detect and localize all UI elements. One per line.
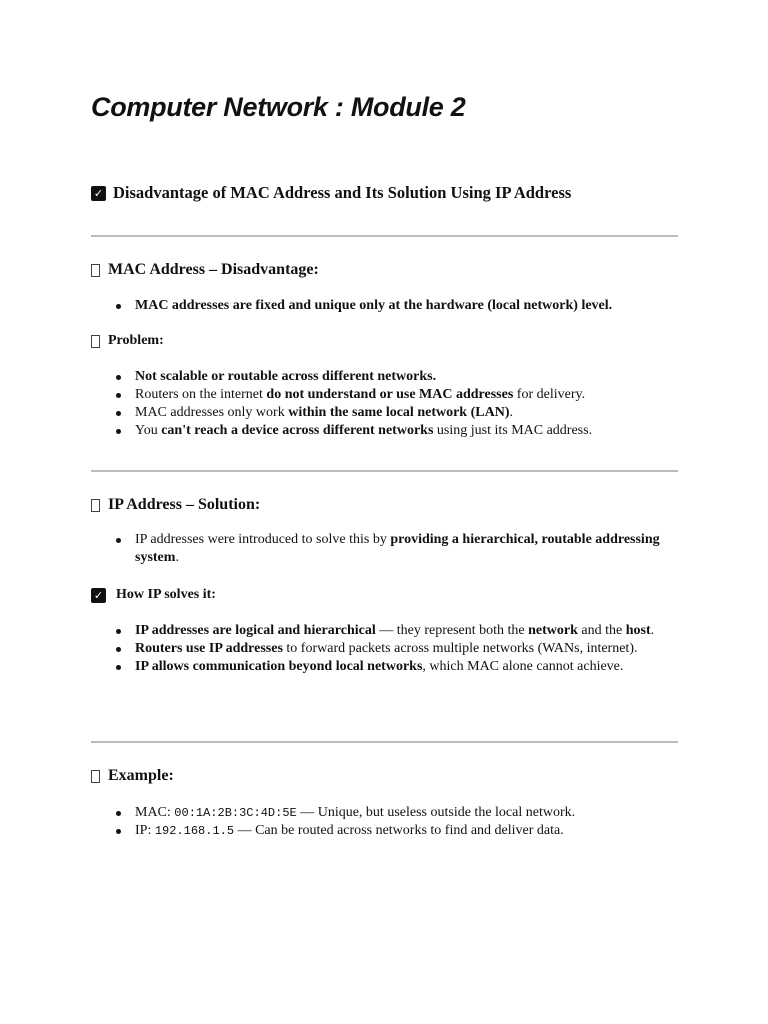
example-heading: [91, 767, 174, 785]
how-text-bold: IP allows communication beyond local networks: [135, 659, 423, 674]
problem-text: Routers on the internet: [135, 387, 267, 402]
how-text: .: [650, 623, 655, 638]
list-item: [113, 531, 673, 567]
divider: [91, 470, 678, 472]
missing-glyph-box-icon: [91, 264, 100, 277]
problem-text-bold: within the same local network (LAN): [288, 405, 510, 420]
missing-glyph-box-icon: [91, 770, 100, 783]
how-ip-heading: [91, 587, 216, 603]
problem-text-bold: Not scalable or routable across different networks.: [135, 369, 437, 384]
ip-address-code: 192.168.1.5: [154, 824, 235, 838]
mac-heading: [91, 261, 319, 279]
example-text: — Unique, but useless outside the local network.: [296, 805, 576, 820]
example-list: [113, 804, 673, 840]
list-item: [113, 404, 673, 422]
ip-heading-text: IP Address – Solution:: [108, 496, 261, 513]
how-text: , which MAC alone cannot achieve.: [422, 659, 624, 674]
problem-text-bold: do not understand or use MAC addresses: [266, 387, 514, 402]
list-item: [113, 822, 673, 840]
missing-glyph-box-icon: [91, 499, 100, 512]
example-heading-text: Example:: [108, 767, 174, 784]
how-text-bold: host: [625, 623, 651, 638]
list-item: [113, 804, 673, 822]
how-text-bold: IP addresses are logical and hierarchical: [135, 623, 376, 638]
mac-bullet-text: MAC addresses are fixed and unique only at the hardware (local network) level.: [135, 298, 613, 313]
how-text-bold: Routers use IP addresses: [135, 641, 283, 656]
ip-text: IP addresses were introduced to solve this by: [135, 532, 391, 547]
how-ip-heading-text: How IP solves it:: [116, 587, 216, 602]
list-item: [113, 386, 673, 404]
list-item: [113, 368, 673, 386]
ip-heading: [91, 496, 260, 514]
mac-heading-text: MAC Address – Disadvantage:: [108, 261, 319, 278]
example-label: MAC:: [135, 805, 175, 820]
page-title: Computer Network : Module 2: [91, 92, 466, 122]
divider: [91, 235, 678, 237]
problem-heading: [91, 333, 164, 349]
problem-text-bold: can't reach a device across different networks: [161, 423, 434, 438]
problem-text: using just its MAC address.: [433, 423, 593, 438]
example-label: IP:: [135, 823, 155, 838]
subtitle-text: Disadvantage of MAC Address and Its Solution Using IP Address: [113, 183, 572, 202]
list-item: [113, 658, 673, 676]
problem-heading-text: Problem:: [108, 333, 164, 348]
how-text: — they represent both the: [375, 623, 529, 638]
how-ip-list: [113, 622, 673, 676]
how-text-bold: network: [528, 623, 578, 638]
list-item: [113, 422, 673, 440]
problem-list: [113, 368, 673, 440]
mac-list: [113, 297, 673, 315]
how-text: and the: [577, 623, 626, 638]
mac-address-code: 00:1A:2B:3C:4D:5E: [174, 806, 297, 820]
problem-text: You: [135, 423, 162, 438]
divider: [91, 741, 678, 743]
check-box-icon: ✓: [91, 186, 106, 201]
problem-text: MAC addresses only work: [135, 405, 289, 420]
ip-text-bold: providing a hierarchical, routable addressing system: [135, 532, 660, 565]
how-text: to forward packets across multiple networks (WANs, internet).: [282, 641, 638, 656]
ip-list: [113, 531, 673, 567]
problem-text: for delivery.: [513, 387, 586, 402]
problem-text: .: [509, 405, 513, 420]
document-subtitle: [91, 183, 571, 203]
list-item: [113, 622, 673, 640]
missing-glyph-box-icon: [91, 335, 100, 348]
example-text: — Can be routed across networks to find and deliver data.: [234, 823, 564, 838]
list-item: [113, 297, 673, 315]
ip-text: .: [175, 550, 179, 565]
list-item: [113, 640, 673, 658]
check-box-icon: ✓: [91, 588, 106, 603]
